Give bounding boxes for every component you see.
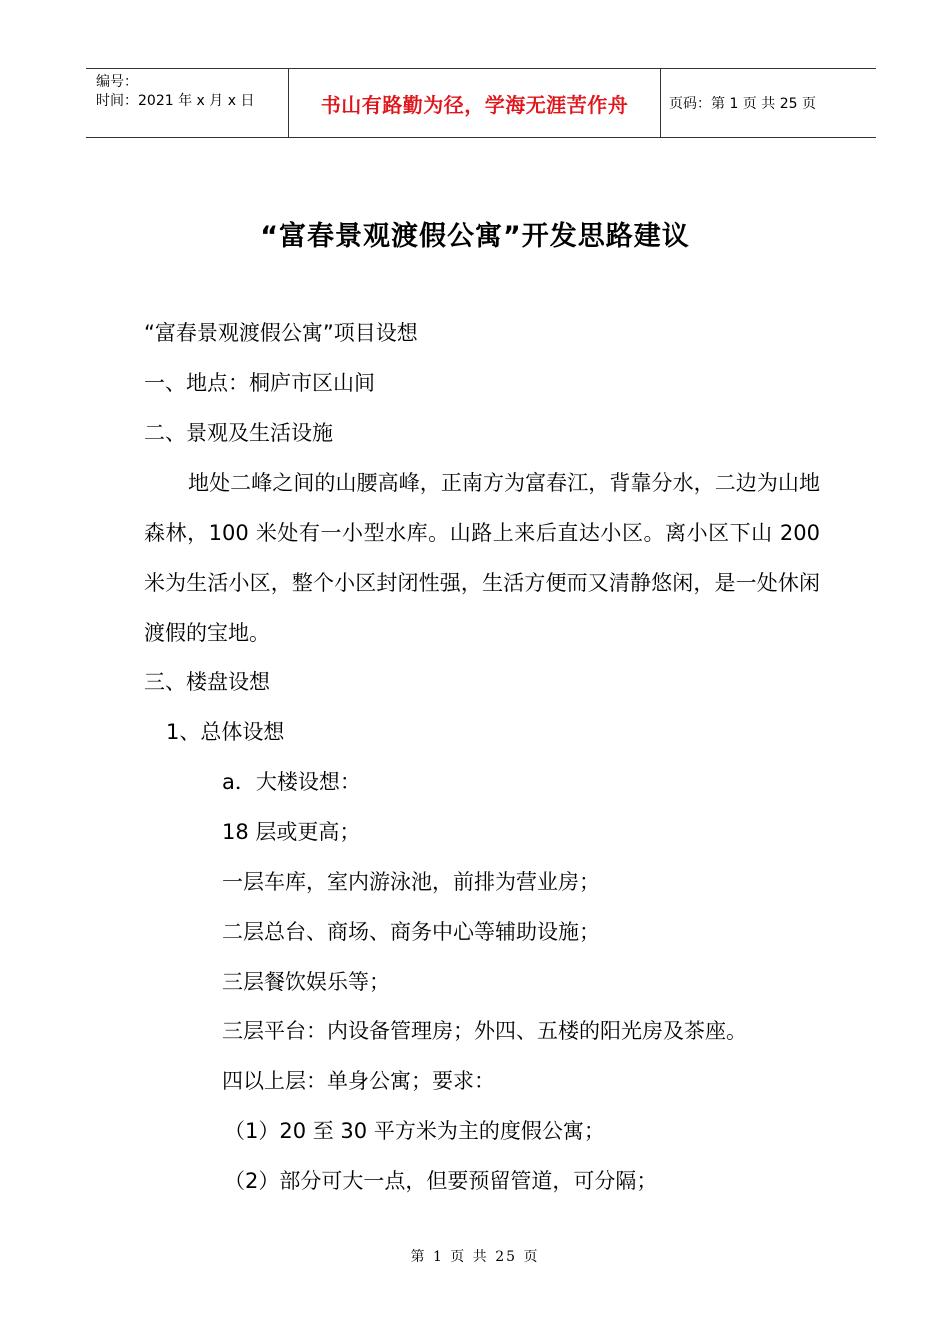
page-header — [86, 68, 876, 138]
detail-floor-3-platform: 三层平台：内设备管理房；外四、五楼的阳光房及茶座。 — [222, 1019, 747, 1043]
subsection-overall: 1、总体设想 — [166, 720, 285, 744]
section-landscape: 二、景观及生活设施 — [144, 421, 333, 445]
section-building: 三、楼盘设想 — [144, 670, 270, 694]
project-heading: “富春景观渡假公寓”项目设想 — [144, 321, 418, 345]
detail-upper-floors: 四以上层：单身公寓；要求： — [222, 1069, 495, 1093]
detail-floor-1: 一层车库，室内游泳池，前排为营业房； — [222, 870, 600, 894]
header-meta — [86, 69, 288, 137]
section-location: 一、地点：桐庐市区山间 — [144, 371, 375, 395]
document-number-label: 编号： — [96, 74, 138, 90]
detail-floors: 18 层或更高； — [222, 820, 361, 844]
landscape-paragraph — [144, 458, 820, 658]
landscape-paragraph-text: 地处二峰之间的山腰高峰，正南方为富春江，背靠分水，二边为山地森林，100 米处有一小型水库。山路上来后直达小区。离小区下山 200 米为生活小区，整个小区封闭性强，生活方便而又清静悠闲，是一处休闲渡假的宝地。 — [144, 471, 820, 645]
page-footer: 第 1 页 共 25 页 — [410, 1249, 540, 1265]
detail-floor-2: 二层总台、商场、商务中心等辅助设施； — [222, 920, 600, 944]
header-motto: 书山有路勤为径，学海无涯苦作舟 — [288, 69, 661, 137]
requirement-2: （2）部分可大一点，但要预留管道，可分隔； — [224, 1169, 658, 1193]
header-page-info: 页码：第 1 页 共 25 页 — [669, 96, 816, 112]
document-time-label: 时间：2021 年 x 月 x 日 — [96, 93, 255, 109]
document-title: “富春景观渡假公寓”开发思路建议 — [260, 221, 690, 252]
item-building-plan: a．大楼设想： — [222, 770, 361, 794]
detail-floor-3: 三层餐饮娱乐等； — [222, 970, 390, 994]
requirement-1: （1）20 至 30 平方米为主的度假公寓； — [224, 1119, 605, 1143]
